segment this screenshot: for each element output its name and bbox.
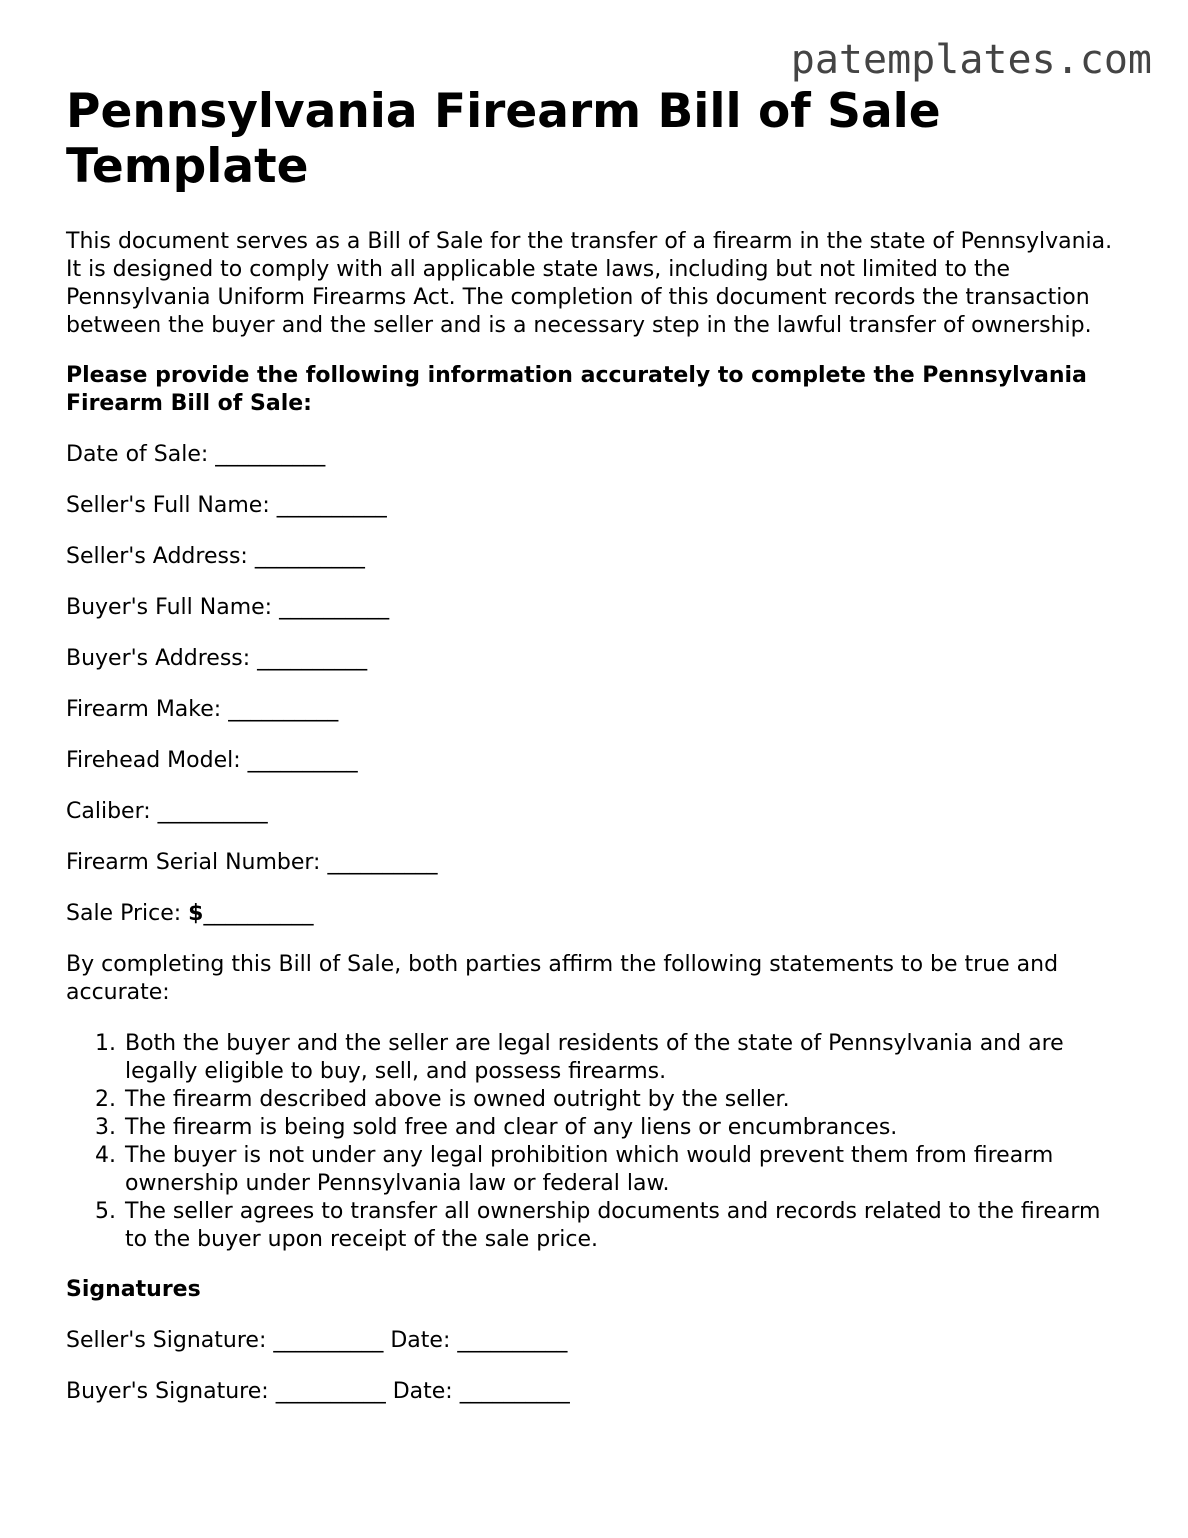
buyer-signature-line xyxy=(66,1378,1126,1406)
blank-line: __________ xyxy=(203,901,314,926)
field-label: Buyer's Full Name: xyxy=(66,595,273,620)
currency-symbol: $ xyxy=(188,901,204,926)
field-serial-number xyxy=(66,849,1126,877)
field-label: Firearm Serial Number: xyxy=(66,850,321,875)
affirm-intro: By completing this Bill of Sale, both parties affirm the following statements to be true and accurate: xyxy=(66,952,1059,1005)
blank-line: __________ xyxy=(275,1379,386,1404)
field-firehead-model xyxy=(66,747,1126,775)
list-item: 2. The firearm described above is owned outright by the seller. xyxy=(123,1086,1126,1114)
blank-line: __________ xyxy=(457,1328,568,1353)
field-label: Seller's Address: xyxy=(66,544,248,569)
blank-line: __________ xyxy=(215,442,326,467)
field-label: Caliber: xyxy=(66,799,151,824)
document-page xyxy=(66,84,1126,1406)
blank-line: __________ xyxy=(228,697,339,722)
list-item: 3. The firearm is being sold free and clear of any liens or encumbrances. xyxy=(123,1114,1126,1142)
blank-line: __________ xyxy=(254,544,365,569)
field-label: Buyer's Address: xyxy=(66,646,251,671)
document-title: Pennsylvania Firearm Bill of Sale Template xyxy=(66,84,941,194)
field-label: Sale Price: xyxy=(66,901,182,926)
field-label: Buyer's Signature: xyxy=(66,1379,269,1404)
statements-list xyxy=(66,1030,1126,1254)
field-label: Date: xyxy=(390,1328,451,1353)
blank-line: __________ xyxy=(279,595,390,620)
list-item: 4. The buyer is not under any legal prohibition which would prevent them from firearm ownership under Pennsylvania law or federal law. xyxy=(123,1142,1126,1198)
list-item: 5. The seller agrees to transfer all ownership documents and records related to the firearm to the buyer upon receipt of the sale price. xyxy=(123,1198,1126,1254)
field-label: Firearm Make: xyxy=(66,697,222,722)
blank-line: __________ xyxy=(276,493,387,518)
field-label: Seller's Signature: xyxy=(66,1328,267,1353)
list-item: 1. Both the buyer and the seller are legal residents of the state of Pennsylvania and are legally eligible to buy, sell, and possess firearms. xyxy=(123,1030,1126,1086)
watermark: patemplates.com xyxy=(790,37,1152,83)
field-buyer-address xyxy=(66,645,1126,673)
signatures-heading: Signatures xyxy=(66,1277,201,1302)
seller-signature-line xyxy=(66,1327,1126,1355)
field-sale-price xyxy=(66,900,1126,928)
field-seller-name xyxy=(66,492,1126,520)
blank-line: __________ xyxy=(157,799,268,824)
blank-line: __________ xyxy=(247,748,358,773)
blank-line: __________ xyxy=(273,1328,384,1353)
intro-paragraph: This document serves as a Bill of Sale for the transfer of a firearm in the state of Pennsylvania. It is designed to comply with all applicable state laws, including but not limited to the Pennsylvania Uniform Firearms Act. The completion of this document records the transaction between the buyer and the seller and is a necessary step in the lawful transfer of ownership. xyxy=(66,229,1113,338)
blank-line: __________ xyxy=(327,850,438,875)
field-label: Firehead Model: xyxy=(66,748,241,773)
field-buyer-name xyxy=(66,594,1126,622)
field-label: Date of Sale: xyxy=(66,442,209,467)
blank-line: __________ xyxy=(257,646,368,671)
field-firearm-make xyxy=(66,696,1126,724)
field-date-of-sale xyxy=(66,441,1126,469)
field-caliber xyxy=(66,798,1126,826)
field-label: Date: xyxy=(392,1379,453,1404)
field-seller-address xyxy=(66,543,1126,571)
field-label: Seller's Full Name: xyxy=(66,493,270,518)
instructions: Please provide the following information accurately to complete the Pennsylvania Firearm Bill of Sale: xyxy=(66,363,1087,416)
blank-line: __________ xyxy=(459,1379,570,1404)
